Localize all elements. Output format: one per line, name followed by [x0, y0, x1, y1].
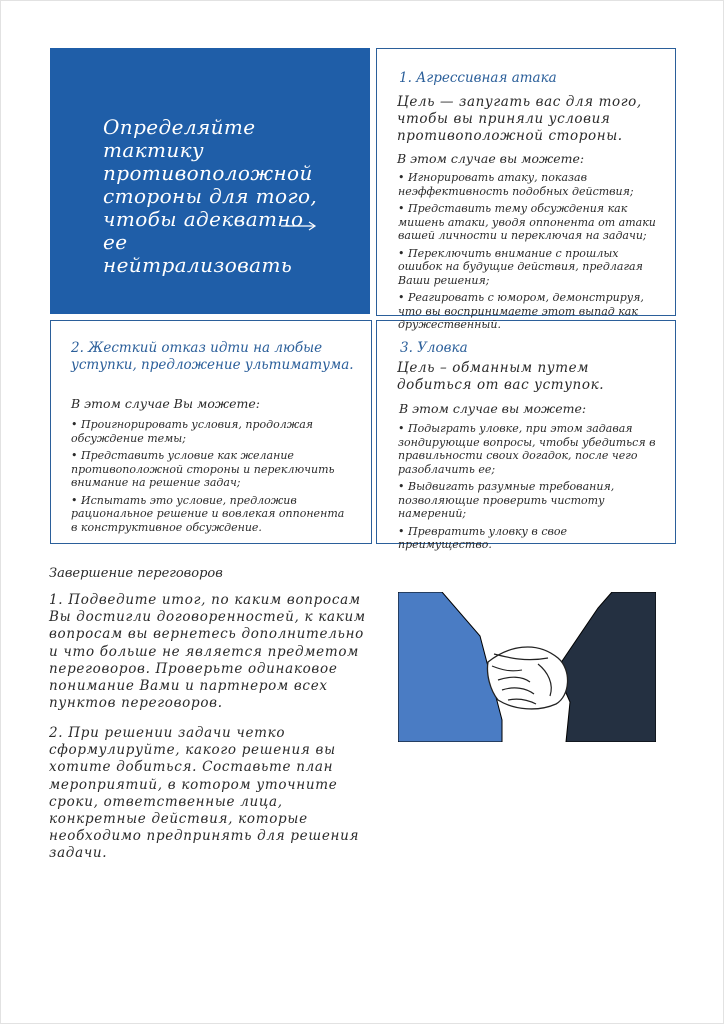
- section-3-list: [398, 422, 662, 556]
- section-2-heading: 2. Жесткий отказ идти на любые уступки, предложение ультиматума.: [71, 340, 354, 373]
- title-line: противоположной: [103, 161, 313, 185]
- section-1-goal: Цель — запугать вас для того, чтобы вы приняли условия противоположной стороны.: [397, 94, 642, 144]
- title-line: чтобы адекватно: [103, 207, 304, 231]
- handshake-icon: [398, 592, 656, 742]
- closing-paragraph-2: 2. При решении задачи четко сформулируйте, какого решения вы хотите добиться. Составьте план мероприятий, в котором уточните сроки, ответственные лица, конкретные действия, которые необходимо предпринять для решения задачи.: [49, 725, 360, 862]
- list-item: • Выдвигать разумные требования, позволяющие проверить чистоту намерений;: [398, 480, 662, 521]
- list-item: • Переключить внимание с прошлых ошибок на будущие действия, предлагая Ваши решения;: [398, 247, 662, 288]
- section-2-list: [71, 418, 353, 538]
- title-line: ее: [103, 230, 128, 254]
- list-item: • Подыграть уловке, при этом задавая зондирующие вопросы, чтобы убедиться в правильности своих догадок, после чего разоблачить ее;: [398, 422, 662, 476]
- title-line: Определяйте: [103, 115, 256, 139]
- list-item: • Проигнорировать условия, продолжая обсуждение темы;: [71, 418, 353, 445]
- section-1-heading: 1. Агрессивная атака: [399, 70, 557, 86]
- list-item: • Испытать это условие, предложив рациональное решение и вовлекая оппонента в конструктивное обсуждение.: [71, 494, 353, 535]
- section-1-intro: В этом случае вы можете:: [397, 151, 585, 166]
- list-item: • Представить тему обсуждения как мишень атаки, уводя оппонента от атаки вашей личности и переключая на задачи;: [398, 202, 662, 243]
- section-3-heading: 3. Уловка: [400, 340, 468, 356]
- list-item: • Реагировать с юмором, демонстрируя, что вы воспринимаете этот выпад как дружественный.: [398, 291, 662, 332]
- arrow-right-icon: [281, 220, 317, 232]
- section-3-goal: Цель – обманным путем добиться от вас уступок.: [397, 360, 605, 393]
- title-line: тактику: [103, 138, 205, 162]
- list-item: • Превратить уловку в свое преимущество.: [398, 525, 662, 552]
- title-line: стороны для того,: [103, 184, 318, 208]
- title-panel-text: [103, 116, 353, 277]
- section-2-intro: В этом случае Вы можете:: [71, 396, 260, 411]
- closing-title: Завершение переговоров: [49, 566, 223, 581]
- title-line: нейтрализовать: [103, 253, 293, 277]
- list-item: • Игнорировать атаку, показав неэффективность подобных действия;: [398, 171, 662, 198]
- section-3-intro: В этом случае вы можете:: [399, 401, 587, 416]
- section-1-list: [398, 171, 662, 336]
- closing-paragraph-1: 1. Подведите итог, по каким вопросам Вы достигли договоренностей, к каким вопросам вы вернетесь дополнительно и что больше не является предметом переговоров. Проверьте одинаковое понимание Вами и партнером всех пунктов переговоров.: [49, 592, 366, 712]
- list-item: • Представить условие как желание противоположной стороны и переключить внимание на решение задач;: [71, 449, 353, 490]
